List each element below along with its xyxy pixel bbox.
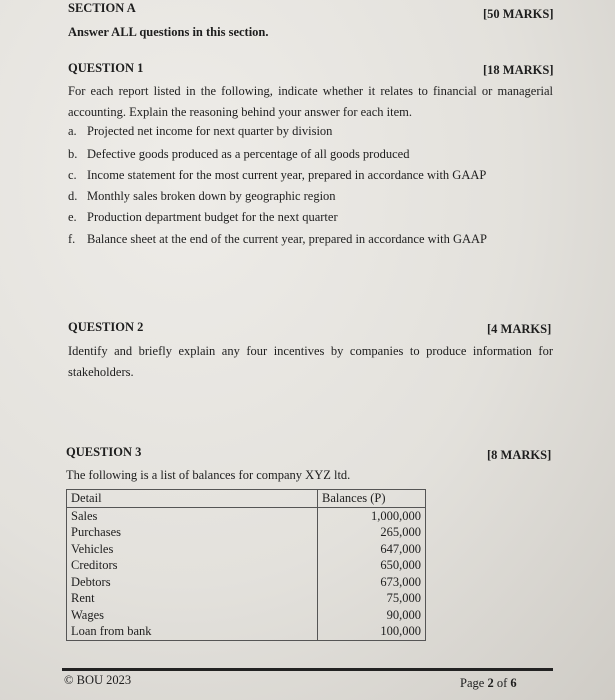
q3-marks: [8 MARKS]	[487, 448, 552, 462]
q3-text: The following is a list of balances for company XYZ ltd.	[66, 468, 351, 482]
detail-cell: Purchases	[67, 524, 318, 541]
page-current: 2	[487, 676, 494, 690]
q1-item	[68, 189, 336, 204]
q1-title: QUESTION 1	[68, 61, 144, 75]
q2-title: QUESTION 2	[68, 320, 144, 334]
item-text: Income statement for the most current year, prepared in accordance with GAAP	[87, 168, 487, 182]
q1-item	[68, 124, 332, 139]
table-row	[67, 623, 426, 640]
table-row	[67, 557, 426, 574]
detail-cell: Wages	[67, 607, 318, 624]
item-letter: b.	[68, 147, 78, 161]
balance-cell: 75,000	[386, 591, 421, 605]
col-header-balances: Balances (P)	[318, 490, 426, 508]
item-text: Monthly sales broken down by geographic region	[87, 189, 336, 203]
section-title: SECTION A	[68, 1, 136, 15]
item-text: Defective goods produced as a percentage of all goods produced	[87, 147, 410, 161]
col-header-detail: Detail	[67, 490, 318, 508]
item-letter: a.	[68, 124, 77, 138]
q1-marks: [18 MARKS]	[483, 63, 554, 77]
balances-table	[66, 489, 426, 641]
page-prefix: Page	[460, 676, 488, 690]
item-text: Production department budget for the next quarter	[87, 210, 338, 224]
footer-rule	[62, 668, 553, 671]
balance-cell: 90,000	[386, 607, 421, 622]
balance-cell: 650,000	[380, 558, 421, 572]
section-instruction: Answer ALL questions in this section.	[68, 25, 269, 39]
balance-cell: 265,000	[380, 525, 421, 539]
item-letter: d.	[68, 189, 78, 203]
q2-text: Identify and briefly explain any four incentives by companies to produce information for stakeholders.	[68, 344, 553, 379]
section-marks: [50 MARKS]	[483, 7, 554, 21]
balance-cell: 100,000	[380, 624, 421, 638]
copyright: © BOU 2023	[64, 673, 132, 687]
page-total: 6	[510, 676, 517, 690]
page-of: of	[493, 676, 511, 690]
detail-cell: Vehicles	[67, 541, 318, 558]
q1-item	[68, 168, 486, 183]
table-row	[67, 507, 426, 524]
table-row	[67, 524, 426, 541]
q1-item	[68, 210, 338, 225]
balance-cell: 1,000,000	[371, 508, 421, 523]
table-row	[67, 574, 426, 591]
q1-text: For each report listed in the following, indicate whether it relates to financial or managerial accounting. Explain the reasoning behind your answer for each item.	[68, 84, 553, 119]
q1-item	[68, 232, 487, 247]
table-row	[67, 541, 426, 558]
detail-cell: Loan from bank	[67, 623, 318, 640]
detail-cell: Debtors	[67, 574, 318, 591]
item-letter: e.	[68, 210, 77, 224]
balance-cell: 673,000	[380, 574, 421, 589]
table-row	[67, 607, 426, 624]
page-number	[460, 676, 517, 691]
detail-cell: Rent	[67, 590, 318, 607]
balance-cell: 647,000	[380, 541, 421, 556]
q2-marks: [4 MARKS]	[487, 322, 552, 336]
detail-cell: Sales	[67, 507, 318, 524]
item-text: Projected net income for next quarter by division	[87, 124, 333, 138]
item-text: Balance sheet at the end of the current year, prepared in accordance with GAAP	[87, 232, 488, 246]
q3-title: QUESTION 3	[66, 445, 142, 459]
item-letter: f.	[68, 232, 76, 246]
detail-cell: Creditors	[67, 557, 318, 574]
item-letter: c.	[68, 168, 77, 182]
table-row	[67, 590, 426, 607]
q1-item	[68, 147, 409, 162]
